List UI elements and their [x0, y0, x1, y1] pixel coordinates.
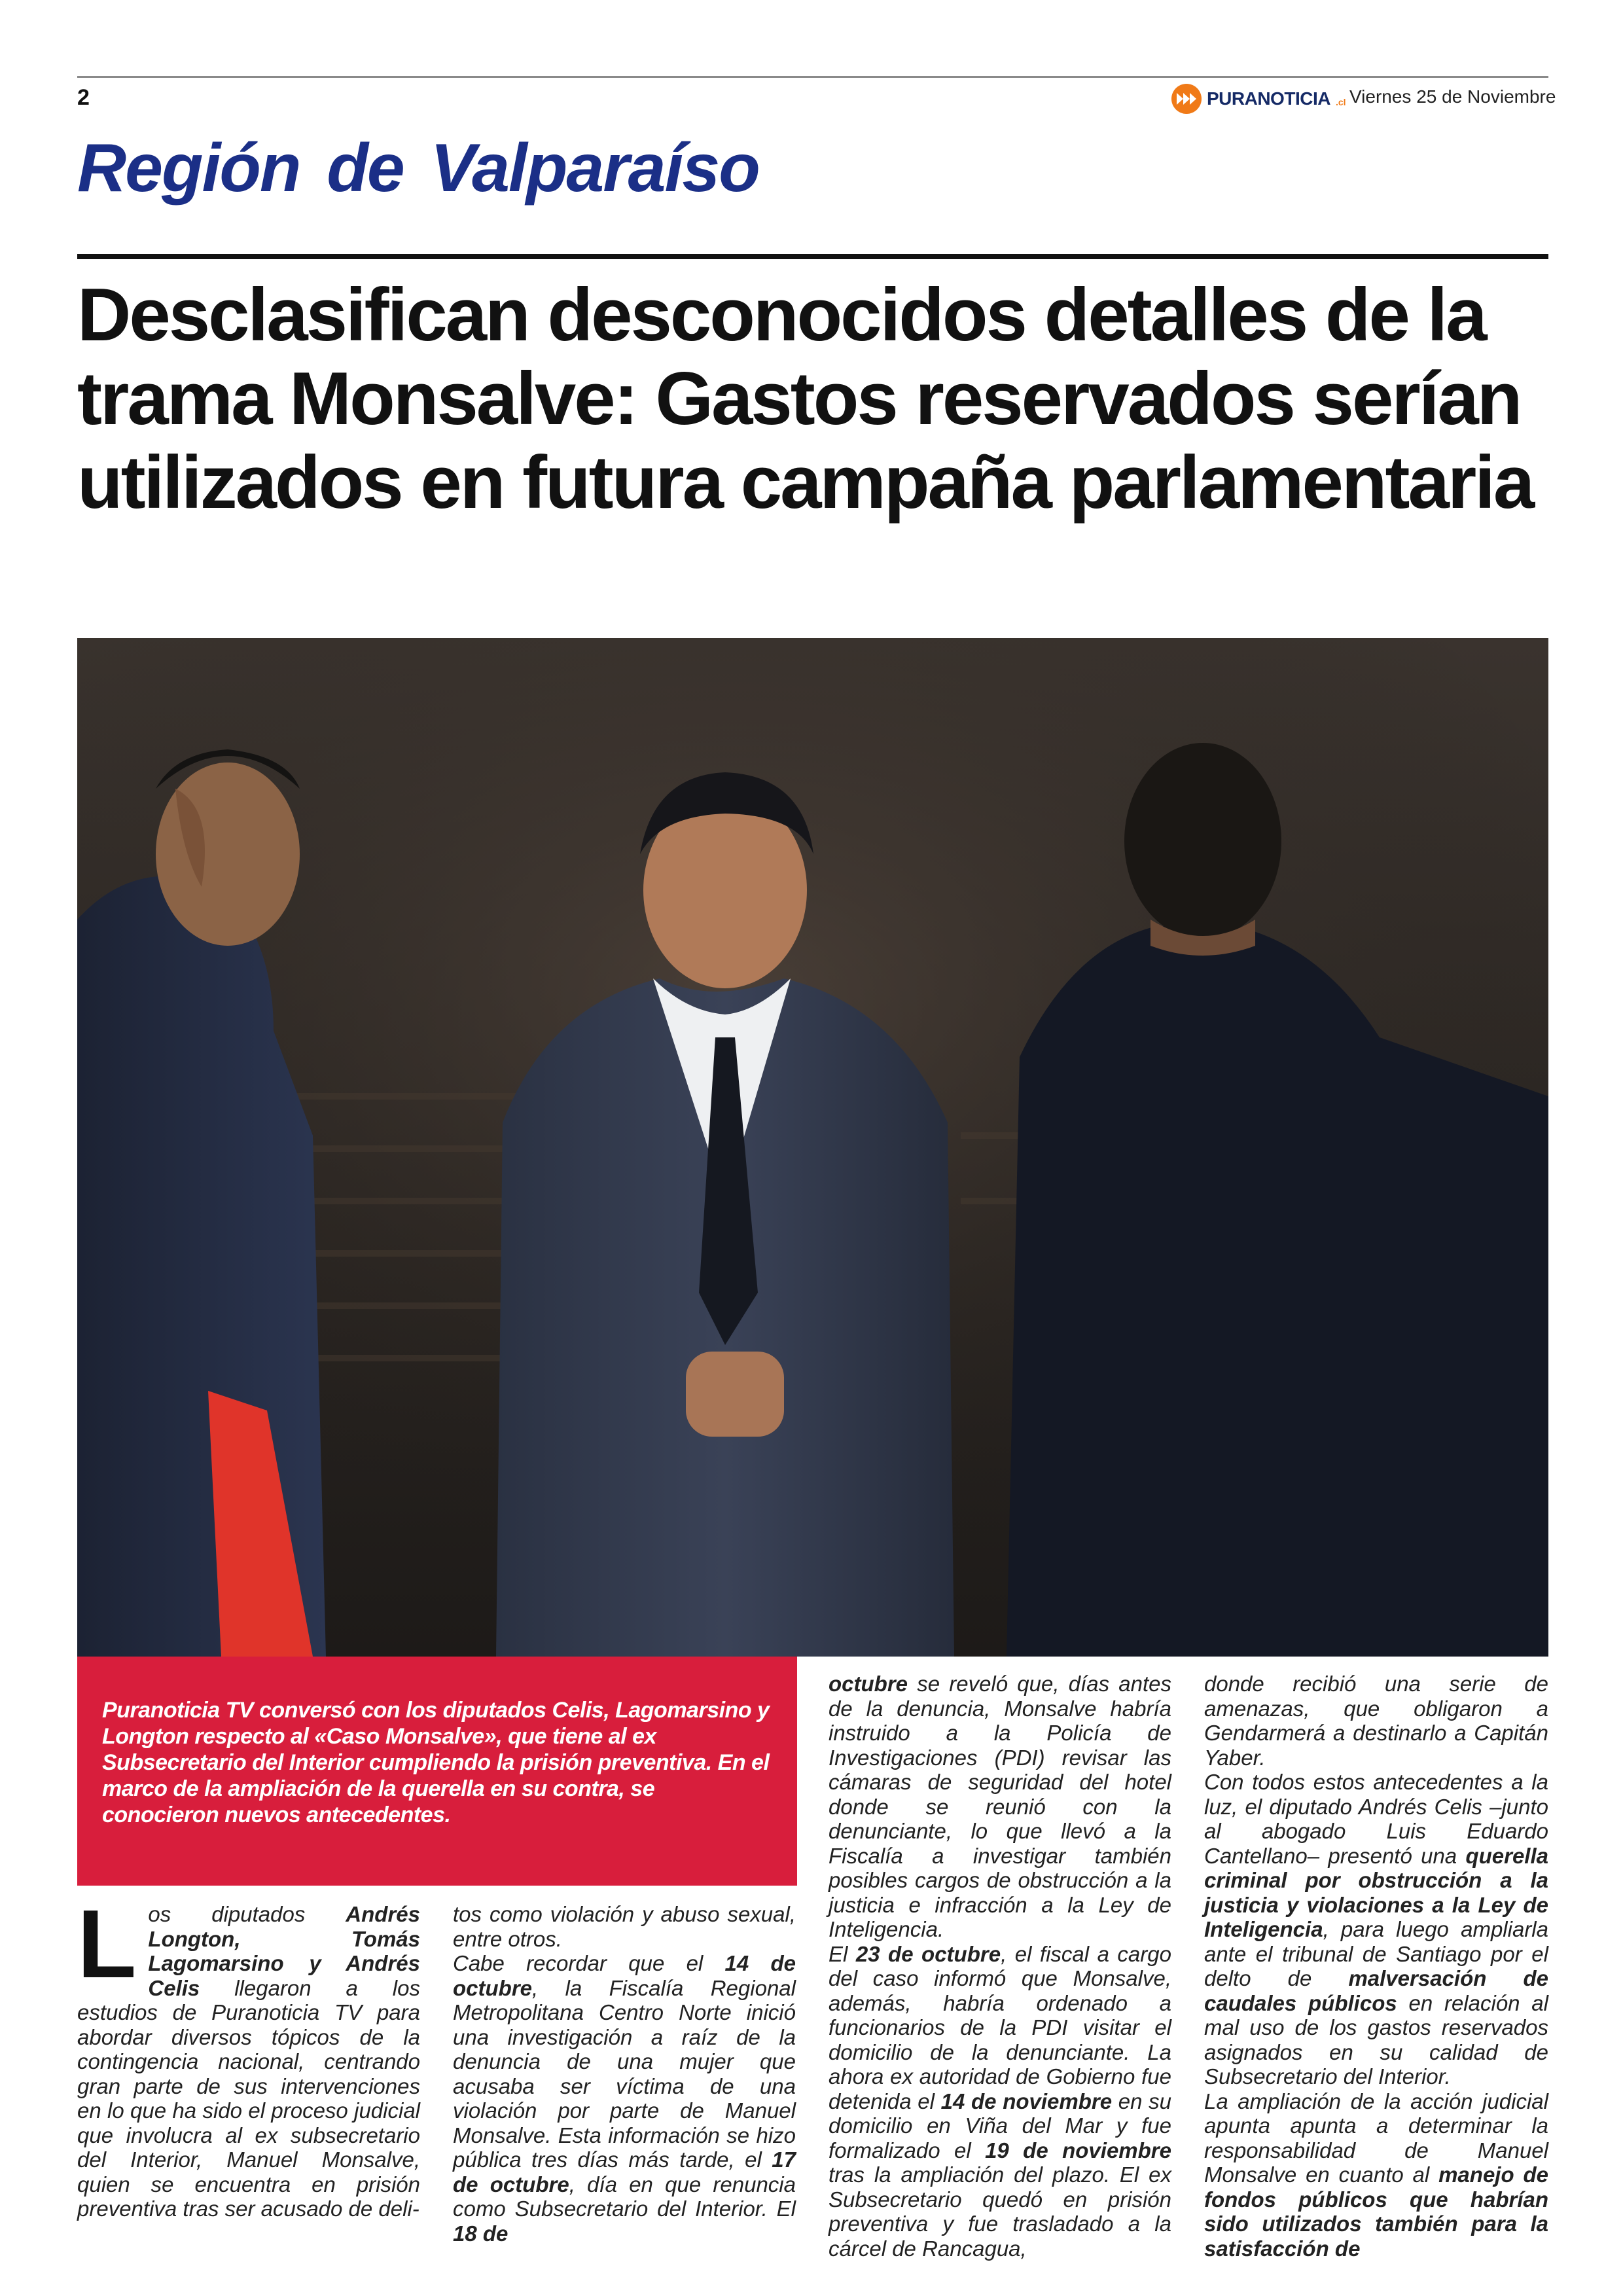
section-title: Región de Valparaíso	[77, 130, 759, 206]
issue-date: Viernes 25 de Noviembre	[1349, 86, 1556, 107]
headline: Desclasifican desconocidos detalles de la trama Monsalve: Gastos reservados serían utilizados en futura campaña parlamentaria	[77, 274, 1533, 524]
section-rule	[77, 254, 1548, 259]
brand-arrows-icon	[1171, 84, 1202, 114]
article-paragraph: El 23 de octubre, el fiscal a cargo del caso informó que Monsalve, además, habría ordenado a funcionarios de la PDI visitar el domicilio de la denunciante. La ahora ex autoridad de Gobierno fue detenida el 14 de noviembre en su domicilio en Viña del Mar y fue formalizado el 19 de noviembre tras la ampliación del plazo. El ex Subsecretario quedó en prisión preventiva y fue trasladado a la cárcel de Rancagua,	[829, 1941, 1171, 2261]
article-column-4	[1204, 1672, 1548, 2261]
brand-logo	[1171, 84, 1346, 114]
article-paragraph: La ampliación de la acción judicial apunta apunta a determinar la responsabilidad de Manuel Monsalve en cuanto al manejo de fondos públicos que habrían sido utilizados también para la satisfacción de	[1204, 2089, 1548, 2261]
article-photo	[77, 638, 1548, 1657]
page-number: 2	[77, 85, 90, 110]
lead-box	[77, 1657, 797, 1886]
header-rule	[77, 76, 1548, 78]
article-paragraph: Con todos estos antecedentes a la luz, el diputado Andrés Celis –junto al abogado Luis Eduardo Cantellano– presentó una querella criminal por obstrucción a la justicia y violaciones a la Ley de Inteligencia, para luego ampliarla ante el tribunal de Santiago por el delto de malversación de caudales públicos en relación al mal uso de los gastos reservados asignados en su calidad de Subsecretario del Interior.	[1204, 1770, 1548, 2089]
article-column-2	[453, 1902, 796, 2246]
drop-cap: L	[77, 1890, 137, 1998]
brand-suffix: .cl	[1335, 97, 1346, 107]
brand-name: PURANOTICIA	[1207, 88, 1330, 109]
article-paragraph: Cabe recordar que el 14 de octubre, la Fiscalía Regional Metropolitana Centro Norte inició una investigación a raíz de la denuncia de una mujer que acusaba ser víctima de una violación por parte de Manuel Monsalve. Esta información se hizo pública tres días más tarde, el 17 de octubre, día en que renuncia como Subsecretario del Interior. El 18 de	[453, 1951, 796, 2246]
article-paragraph: octubre se reveló que, días antes de la denuncia, Monsalve habría instruido a la Policía de Investigaciones (PDI) revisar las cámaras de seguridad del hotel donde se reunió con la denunciante, lo que llevó a la Fiscalía a investigar también posibles cargos de obstrucción a la justicia e infracción a la Ley de Inteligencia.	[829, 1672, 1171, 1941]
article-paragraph: Los diputados Andrés Longton, Tomás Lagomarsino y Andrés Celis llegaron a los estudios de Puranoticia TV para abordar diversos tópicos de la contingencia nacional, centrando gran parte de sus intervenciones en lo que ha sido el proceso judicial que involucra al ex subsecretario del Interior, Manuel Monsalve, quien se encuentra en prisión preventiva tras ser acusado de deli-	[77, 1890, 420, 2221]
lead-text: Puranoticia TV conversó con los diputados Celis, Lagomarsino y Longton respecto al «Caso Monsalve», que tiene al ex Subsecretario del Interior cumpliendo la prisión preventiva. En el marco de la ampliación de la querella en su contra, se conocieron nuevos antecedentes.	[102, 1698, 770, 1827]
article-paragraph: donde recibió una serie de amenazas, que obligaron a Gendarmerá a destinarlo a Capitán Yaber.	[1204, 1672, 1548, 1770]
article-column-1	[77, 1890, 420, 2221]
article-paragraph: tos como violación y abuso sexual, entre otros.	[453, 1902, 796, 1951]
article-column-3	[829, 1672, 1171, 2261]
